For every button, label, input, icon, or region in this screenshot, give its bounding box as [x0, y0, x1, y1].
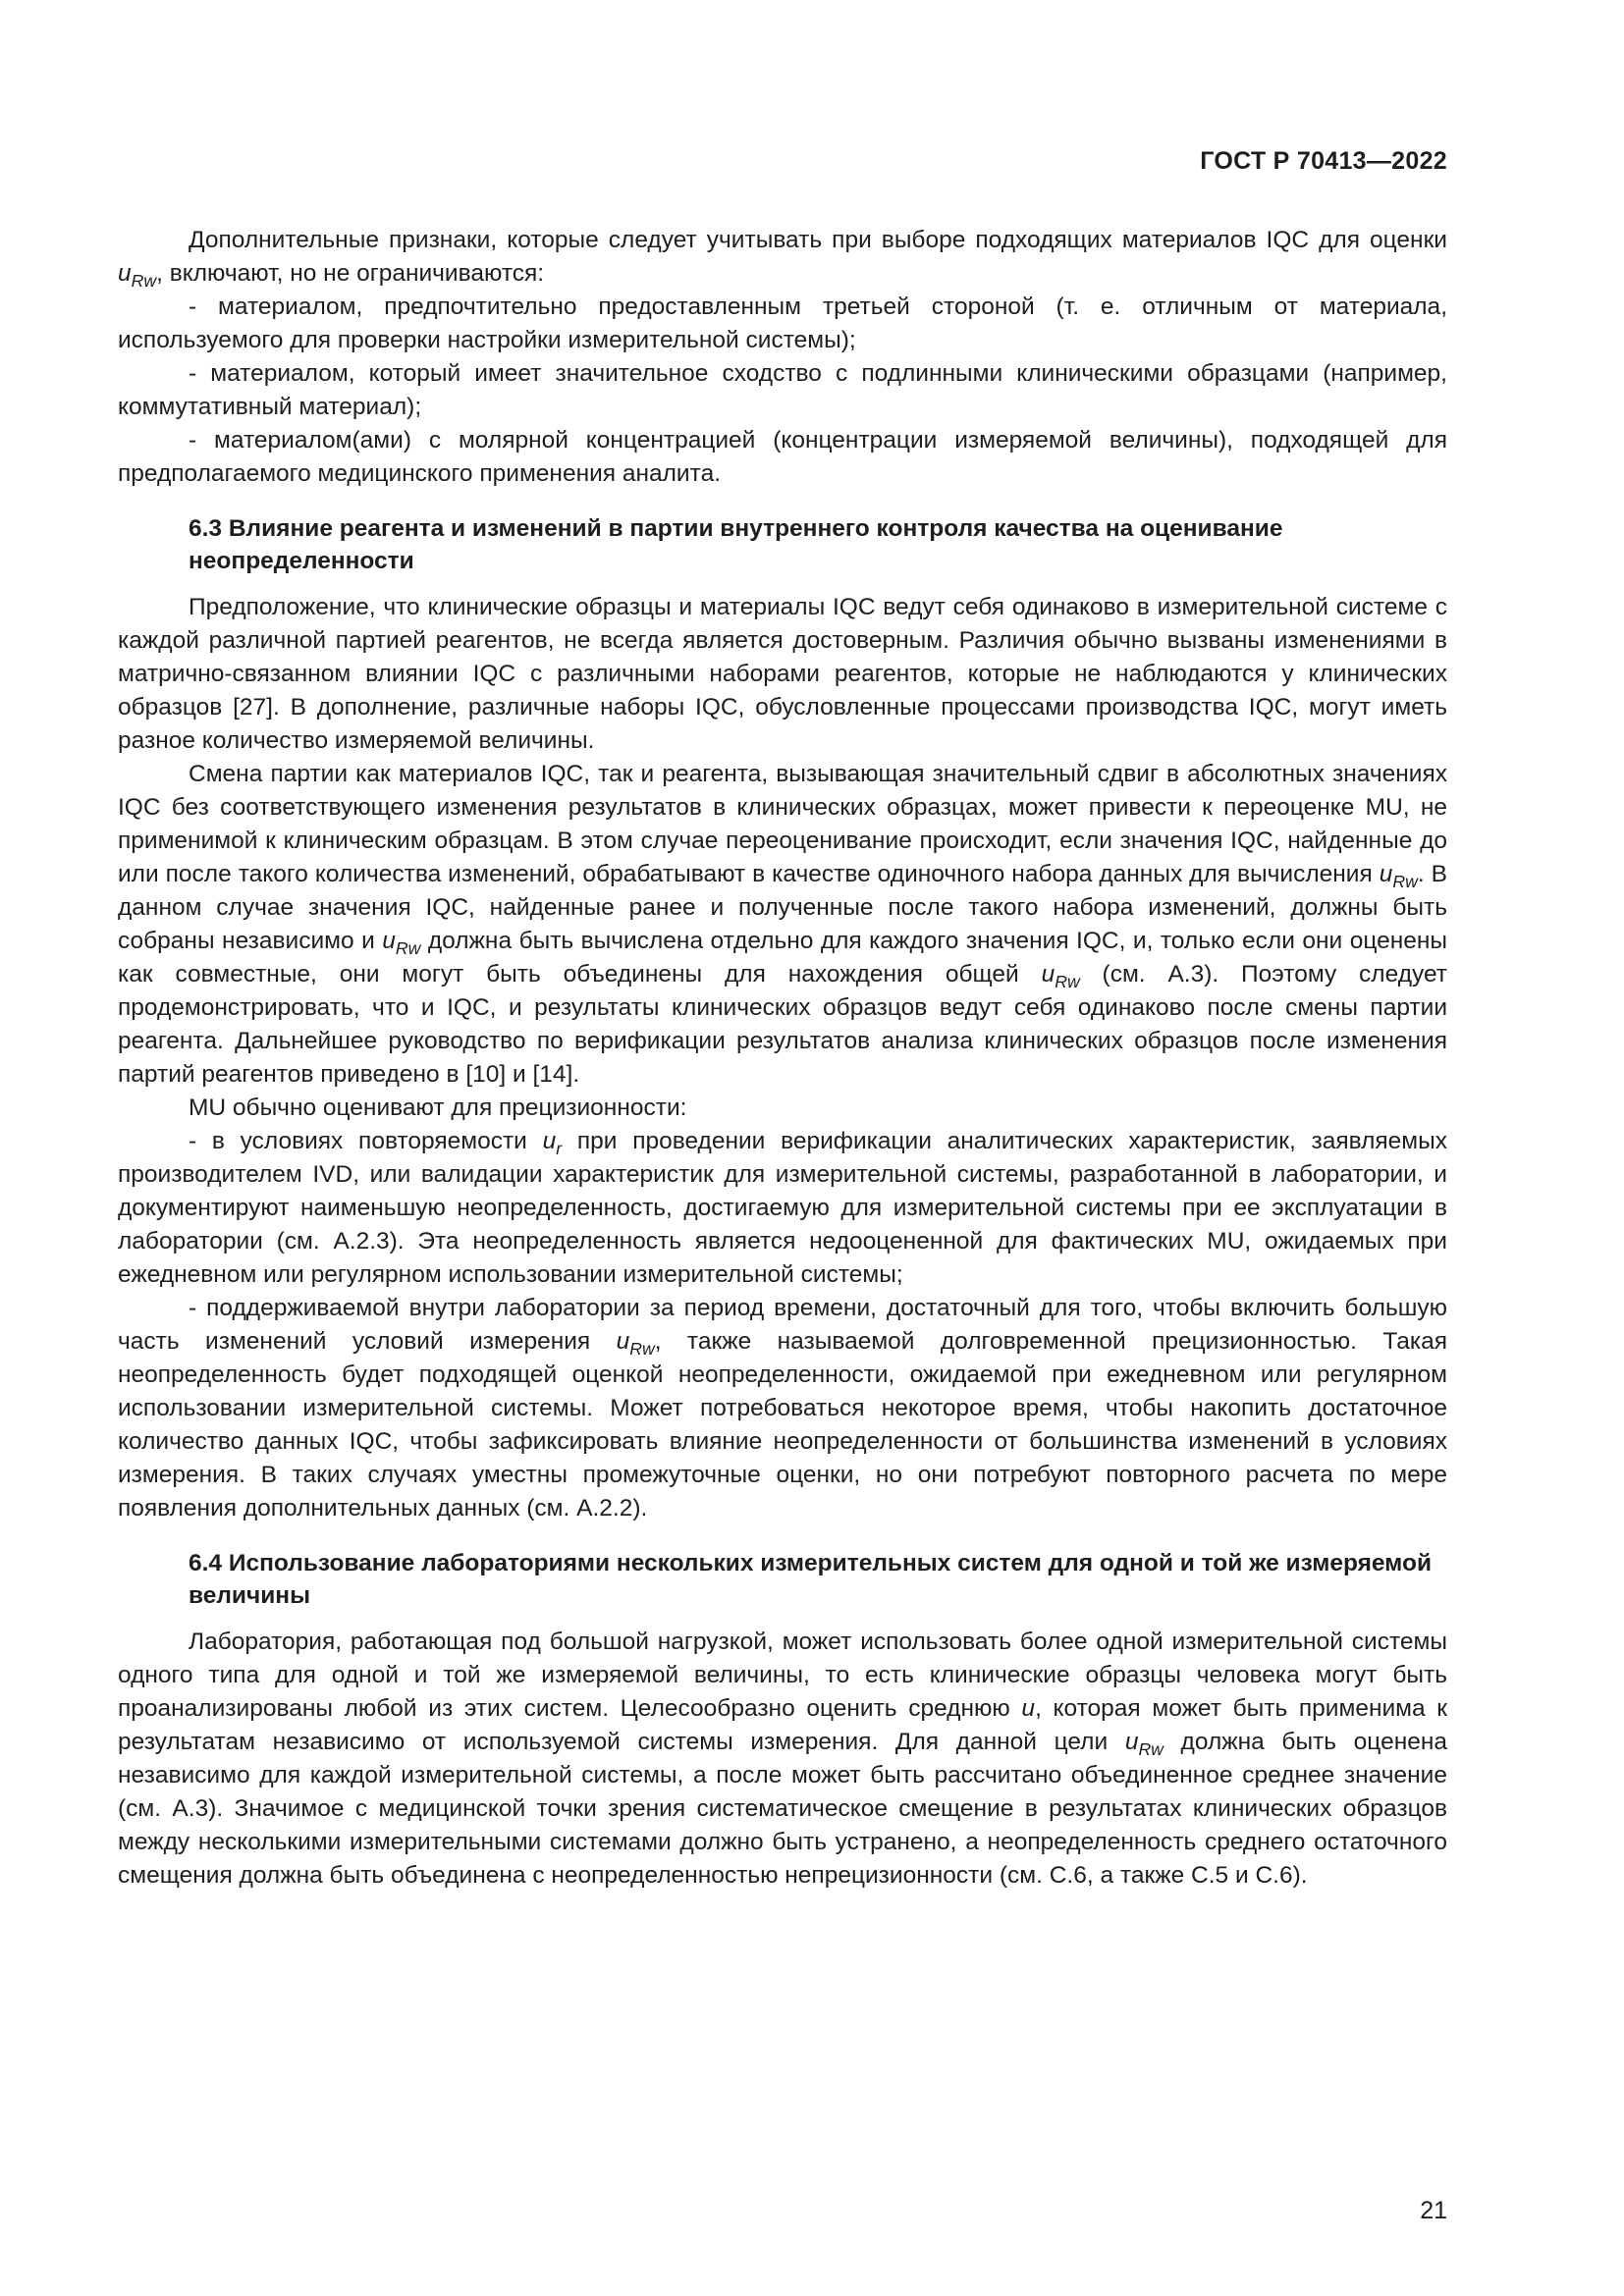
document-code-header: ГОСТ Р 70413—2022	[1200, 147, 1447, 175]
u-rw-symbol: $u_{Rw}$	[1041, 961, 1080, 992]
u-symbol: u	[1021, 1695, 1036, 1722]
u-rw-symbol: $u_{Rw}$	[1124, 1729, 1164, 1760]
section-6-3-bullet-2: - поддерживаемой внутри лаборатории за период времени, достаточный для того, чтобы включить большую часть изменений условий измерения $u_{Rw}$, также называемой долговременной прецизионностью. Такая неопределенность будет подходящей оценкой неопределенности, ожидаемой при ежедневном или регулярном использовании измерительной системы. Может потребоваться некоторое время, чтобы накопить достаточное количество данных IQC, чтобы зафиксировать влияние неопределенности от большинства изменений в условиях измерения. В таких случаях уместны промежуточные оценки, но они потребуют повторного расчета по мере появления дополнительных данных (см. А.2.2).	[118, 1295, 1447, 1522]
intro-bullet-3: - материалом(ами) с молярной концентрацией (концентрации измеряемой величины), подходящей для предполагаемого медицинского применения аналита.	[118, 427, 1447, 487]
u-rw-symbol: $u_{Rw}$	[616, 1328, 655, 1360]
section-6-3-paragraph-3: MU обычно оценивают для прецизионности:	[189, 1095, 687, 1121]
section-6-3-bullet-1: - в условиях повторяемости $u_r$ при проведении верификации аналитических характеристик, заявляемых производителем IVD, или валидации характеристик для измерительной системы, разработанной в лаборатории, и документируют наименьшую неопределенность, достигаемую для измерительной системы при ее эксплуатации в лаборатории (см. А.2.3). Эта неопределенность является недооцененной для фактических MU, ожидаемых при ежедневном или регулярном использовании измерительной системы;	[118, 1128, 1447, 1288]
intro-paragraph: Дополнительные признаки, которые следует учитывать при выборе подходящих материалов IQC для оценки $u_{Rw}$, включают, но не ограничиваются:	[118, 227, 1447, 292]
section-6-4-heading: 6.4 Использование лабораториями нескольких измерительных систем для одной и той же измеряемой величины	[189, 1550, 1433, 1609]
u-rw-symbol: $u_{Rw}$	[382, 928, 421, 959]
intro-bullet-2: - материалом, который имеет значительное сходство с подлинными клиническими образцами (например, коммутативный материал);	[118, 360, 1447, 420]
section-6-3-paragraph-2: Смена партии как материалов IQC, так и реагента, вызывающая значительный сдвиг в абсолютных значениях IQC без соответствующего изменения результатов в клинических образцах, может привести к переоценке MU, не применимой к клиническим образцам. В этом случае переоценивание происходит, если значения IQC, найденные до или после такого количества изменений, обрабатывают в качестве одиночного набора данных для вычисления $u_{Rw}$. В данном случае значения IQC, найденные ранее и полученные после такого набора изменений, должны быть собраны независимо и $u_{Rw}$ должна быть вычислена отдельно для каждого значения IQC, и, только если они оценены как совместные, они могут быть объединены для нахождения общей $u_{Rw}$ (см. А.3). Поэтому следует продемонстрировать, что и IQC, и результаты клинических образцов ведут себя одинаково после смены партии реагента. Дальнейшее руководство по верификации результатов анализа клинических образцов после изменения партий реагентов приведено в [10] и [14].	[118, 761, 1448, 1088]
u-r-symbol: $u_r$	[542, 1128, 563, 1159]
intro-bullet-1: - материалом, предпочтительно предоставленным третьей стороной (т. е. отличным от материала, используемого для проверки настройки измерительной системы);	[118, 294, 1447, 353]
section-6-4-paragraph-1: Лаборатория, работающая под большой нагрузкой, может использовать более одной измерительной системы одного типа для одной и той же измеряемой величины, то есть клинические образцы человека могут быть проанализированы любой из этих систем. Целесообразно оценить среднюю u, которая может быть применима к результатам независимо от используемой системы измерения. Для данной цели $u_{Rw}$ должна быть оценена независимо для каждой измерительной системы, а после может быть рассчитано объединенное среднее значение (см. А.3). Значимое с медицинской точки зрения систематическое смещение в результатах клинических образцов между несколькими измерительными системами должно быть устранено, а неопределенность среднего остаточного смещения должна быть объединена с неопределенностью непрецизионности (см. С.6, а также С.5 и С.6).	[118, 1629, 1448, 1889]
section-6-3-heading: 6.3 Влияние реагента и изменений в партии внутреннего контроля качества на оценивание неопределенности	[189, 515, 1283, 574]
u-rw-symbol: $u_{Rw}$	[118, 260, 157, 292]
u-rw-symbol: $u_{Rw}$	[1379, 861, 1418, 892]
section-6-3-paragraph-1: Предположение, что клинические образцы и материалы IQC ведут себя одинаково в измерительной системе с каждой различной партией реагентов, не всегда является достоверным. Различия обычно вызваны изменениями в матрично-связанном влиянии IQC с различными наборами реагентов, которые не наблюдаются у клинических образцов [27]. В дополнение, различные наборы IQC, обусловленные процессами производства IQC, могут иметь разное количество измеряемой величины.	[118, 594, 1447, 754]
page-number: 21	[1420, 2197, 1447, 2224]
document-body	[118, 224, 1447, 1893]
